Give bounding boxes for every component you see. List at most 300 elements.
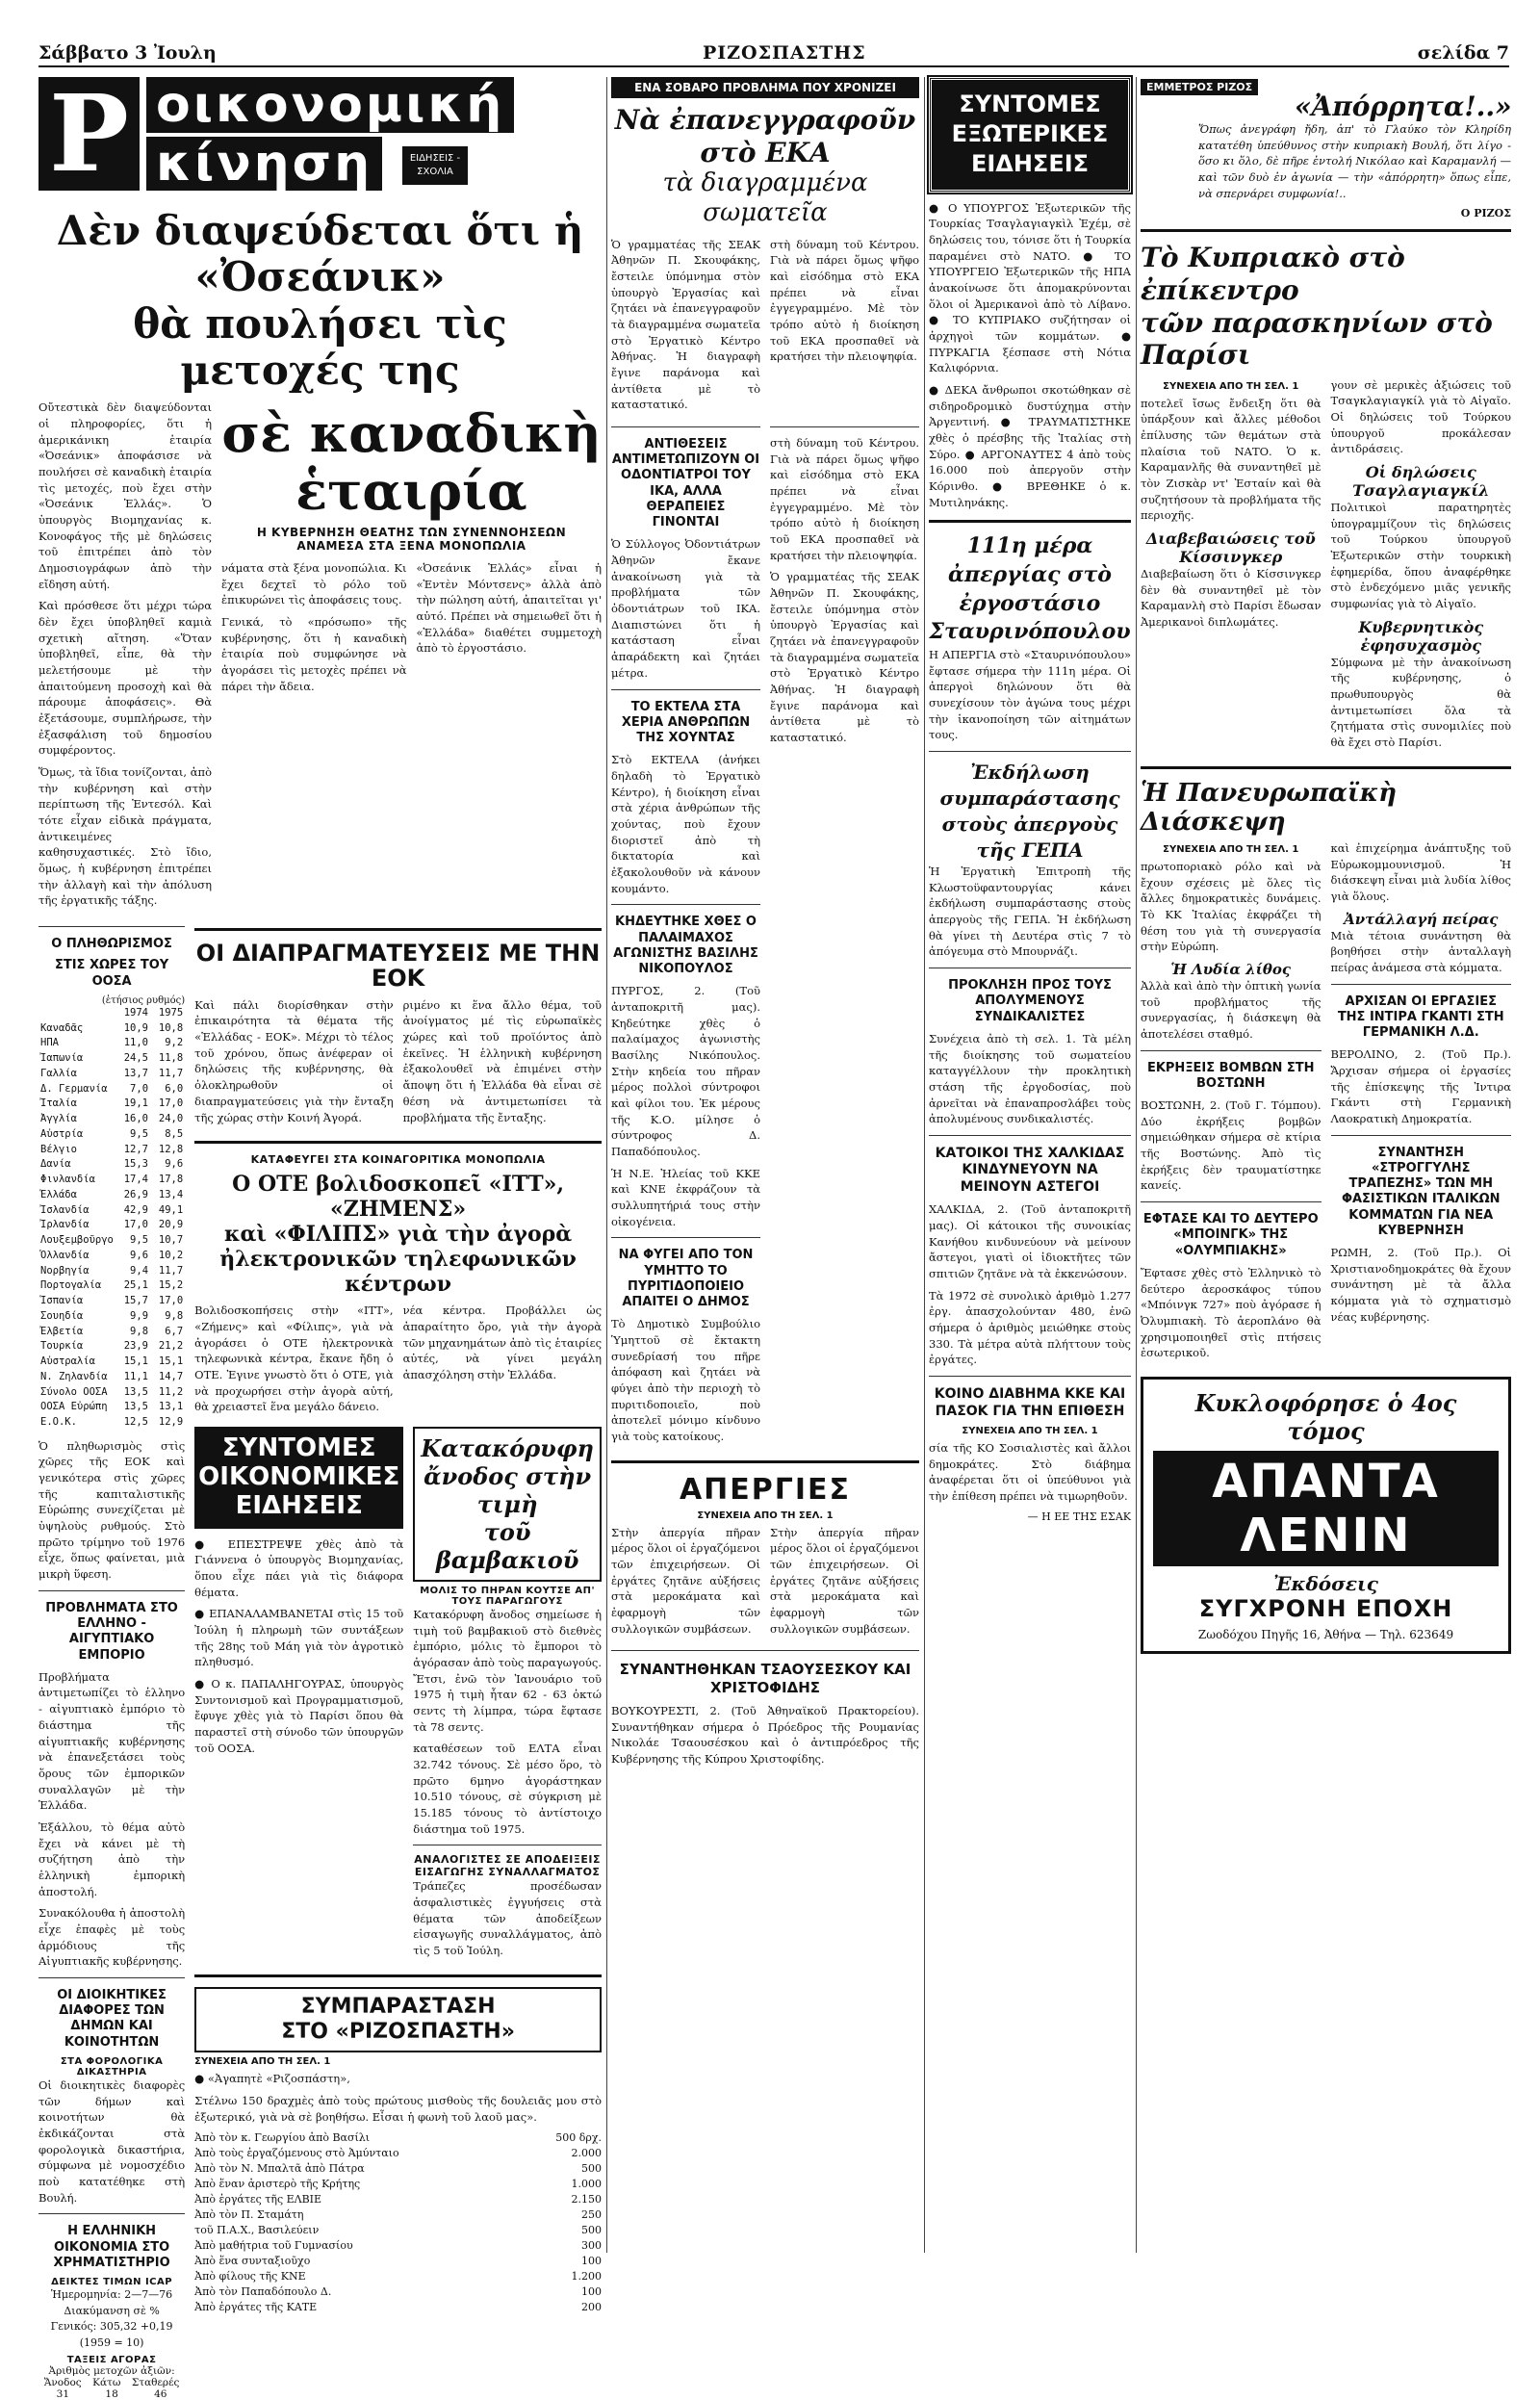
page-number: σελίδα 7 [1417,42,1509,64]
labor-paragraph: στὴ δύναμη τοῦ Κέντρου. Γιὰ νὰ πάρει ὅμως ψῆφο καὶ εἰσόδημα στὸ ΕΚΑ πρέπει νὰ εἶναι ἐγγεγραμμένο. Μὲ τὸν τρόπο αὐτὸ ἡ διοίκηση τοῦ ΕΚΑ προσπαθεῖ νὰ κρατήσει τὴν πλειοψηφία. [770,435,919,562]
stock-line: (1959 = 10) [79,2335,144,2349]
lead-paragraph: Γενικά, τὸ «πρόσωπο» τῆς κυβέρνησης, ὅτι ἡ καναδικὴ ἑταιρία ποὺ συμφώνησε νὰ ἀγοράσει τὶς μετοχὲς πρέπει νὰ πάρει τὴν ἄδεια. [221,614,407,693]
inflation-table [38,1006,185,1431]
foreign-brief: ● ΔΕΚΑ ἄνθρωποι σκοτώθηκαν σὲ σιδηροδρομικὸ δυστύχημα στὴν Ἀργεντινή. ● ΤΡΑΥΜΑΤΙΣΤΗΚΕ χθὲς ὁ πρέσβης τῆς Ἰταλίας στὴ Σύρο. ● ΑΡΓΟΝΑΥΤΕΣ 4 ἀπὸ τοὺς 16.000 ποὺ ἀπεργοῦν στὴν Κόρινθο. ● ΒΡΕΘΗΚΕ ὁ κ. Μυτιληνάκης. [929,382,1131,509]
paneuropean-paragraph: καὶ ἐπιχείρημα ἀνάπτυξης τοῦ Εὐρωκομμουνισμοῦ. Ἡ διάσκεψη εἶναι μιὰ λυδία λίθος γιὰ ὅλους. [1330,840,1511,903]
donor: Ἀπὸ τὸν κ. Γεωργίου ἀπὸ Βασίλι [194,2131,371,2145]
stock-subtitle-3: Ἀριθμὸς μετοχῶν ἀξιῶν: [48,2365,175,2378]
ad-headline: Κυκλοφόρησε ὁ 4ος τόμος [1194,1388,1457,1445]
country-name: Ν. Ζηλανδία [40,1370,108,1382]
donor: Ἀπὸ ἕναν ἀριστερὸ τῆς Κρήτης [194,2178,361,2191]
country-name: Ἰταλία [40,1097,77,1110]
inflation-1974: 17,0 [123,1219,149,1231]
inflation-1974: 25,1 [123,1279,149,1292]
foreign-briefs-heading: ΣΥΝΤΟΜΕΣ ΕΞΩΤΕΡΙΚΕΣ ΕΙΔΗΣΕΙΣ [929,77,1131,193]
ad-address: Ζωοδόχου Πηγῆς 16, Ἀθήνα — Τηλ. 623649 [1197,1627,1454,1641]
lead-paragraph: νάματα στὰ ξένα μονοπώλια. Κι ἔχει δεχτεῖ τὸ ρόλο τοῦ ἐπικυρώνει τὶς ἀποφάσεις τους. [221,560,407,607]
inflation-1975: 14,7 [158,1370,184,1382]
cotton-headline: ἄνοδος στὴν τιμὴ [424,1461,592,1518]
inflation-row [38,1249,185,1264]
donation-row [194,2269,602,2284]
donor: Ἀπὸ τὸν Π. Σταμάτη [194,2208,304,2222]
paneuropean-paragraph: πρωτοποριακὸ ρόλο καὶ νὰ ἔχουν σχέσεις μὲ ὅλες τὶς ἄλλες δημοκρατικὲς δυνάμεις. Τὸ ΚΚ Ἰταλίας ἐκφράζει τὴ θέση του γιὰ τὴ συνεργασία στὴν Εὐρώπη. [1141,859,1322,954]
cyprus-headline: Τὸ Κυπριακὸ στὸ ἐπίκεντρο [1141,242,1405,306]
inflation-1975: 49,1 [158,1203,184,1216]
olympic-headline: ΕΦΤΑΣΕ ΚΑΙ ΤΟ ΔΕΥΤΕΡΟ «ΜΠΟΙΝΓΚ» ΤΗΣ «ΟΛΥΜΠΙΑΚΗΣ» [1142,1212,1319,1258]
inflation-row [38,1067,185,1082]
inflation-1975: 6,7 [165,1325,184,1337]
labor-paragraph: Ὁ γραμματέας τῆς ΣΕΑΚ Ἀθηνῶν Π. Σκουφάκης, ἔστειλε ὑπόμνημα στὸν ὑπουργὸ Ἐργασίας καὶ ζητάει νὰ ἐπανεγγραφοῦν τὰ διαγραμμένα σωματεῖα στὸ Ἐργατικὸ Κέντρο Ἀθήνας. Ἡ διαγραφὴ ἔγινε παράνομα καὶ ἀντίθετα μὲ τὸ καταστατικό. [611,237,760,412]
support-paragraph: ● «Ἀγαπητὲ «Ριζοσπάστη», [194,2072,350,2086]
cotton-headline: τοῦ βαμβακιοῦ [435,1517,579,1574]
inflation-row [38,1325,185,1340]
ad-title: ΑΠΑΝΤΑ ΛΕΝΙΝ [1153,1451,1499,1566]
inflation-1975: 12,9 [158,1416,184,1429]
country-name: Σύνολο ΟΟΣΑ [40,1385,108,1398]
lenin-ad [1141,1377,1511,1654]
inflation-1975: 9,6 [165,1158,184,1171]
inflation-row [38,1127,185,1143]
lead-paragraph: Καὶ πρόσθεσε ὅτι μέχρι τώρα δὲν ἔχει ὑποβληθεῖ καμιὰ σχετικὴ αἴτηση. «Ὅταν ὑποβληθεῖ, εἶπε, θὰ τὴν μελετήσουμε μὲ τὴν ἀπαιτούμενη προσοχὴ καὶ θὰ πάρουμε ἀποφάσεις». Θὰ ἐξετάσουμε, συμπλήρωσε, τὴν ἐξασφάλιση τοῦ δημοσίου συμφέροντος. [38,599,212,758]
donation-amount: 500 [581,2162,602,2176]
ote-kicker: ΚΑΤΑΦΕΥΓΕΙ ΣΤΑ ΚΟΙΝΑΓΟΡΙΤΙΚΑ ΜΟΝΟΠΩΛΙΑ [250,1153,546,1167]
column-labor [611,77,919,1773]
donation-amount: 300 [581,2239,602,2252]
inflation-1975: 20,9 [158,1219,184,1231]
labor-kicker: ΕΝΑ ΣΟΒΑΡΟ ΠΡΟΒΛΗΜΑ ΠΟΥ ΧΡΟΝΙΖΕΙ [611,77,919,98]
inflation-row [38,1051,185,1067]
donor: Ἀπὸ ἕνα συνταξιοῦχο [194,2254,311,2267]
inflation-1975: 10,8 [158,1021,184,1034]
lead-headline-1: Δὲν διαψεύδεται ὅτι ἡ «Ὀσεάνικ» [56,207,584,301]
inflation-row [38,1112,185,1127]
continued-line: ΣΥΝΕΧΕΙΑ ΑΠΟ ΤΗ ΣΕΛ. 1 [1163,380,1299,392]
stock-value: 31 [56,2388,70,2400]
inflation-1975: 8,5 [165,1127,184,1140]
country-name: Δανία [40,1158,71,1171]
country-name: Νορβηγία [40,1264,90,1277]
column-economy [38,71,603,2400]
donation-row [194,2254,602,2269]
country-name: Φινλανδία [40,1174,95,1186]
stock-line: Ἡμερομηνία: 2—7—76 [50,2288,173,2302]
econ-briefs-heading: ΟΙΚΟΝΟΜΙΚΕΣ [198,1461,400,1491]
column-divider [924,77,925,2253]
ymittos-headline: ΝΑ ΦΥΓΕΙ ΑΠΟ ΤΟΝ ΥΜΗΤΤΟ ΤΟ ΠΥΡΙΤΙΔΟΠΟΙΕΙΟ ΑΠΑΙΤΕΙ Ο ΔΗΜΟΣ [618,1248,754,1310]
donor: Ἀπὸ ἐργάτες τῆς ΕΛΒΙΕ [194,2193,322,2206]
italy-paragraph: ΡΩΜΗ, 2. (Τοῦ Πρ.). Οἱ Χριστιανοδημοκράτες θὰ ἔχουν συνάντηση μὲ τὰ ἄλλα κόμματα γιὰ τὸ σχηματισμὸ νέας κυβέρνησης. [1330,1246,1511,1324]
country-name: Αὐστραλία [40,1355,95,1368]
inflation-1974: 9,6 [130,1249,149,1261]
logo-word-movement: κίνηση [146,137,382,191]
labor-headline-1: Νὰ ἐπανεγγραφοῦν στὸ ΕΚΑ [614,104,916,168]
year-header: 1974 [123,1006,149,1019]
inflation-1974: 13,5 [123,1401,149,1413]
cyprus-paragraph: γουν σὲ μερικὲς ἀξιώσεις τοῦ Τσαγκλαγιαγκίλ γιὰ τὸ Αἰγαῖο. Οἱ δηλώσεις τοῦ Τούρκου ὑπουργοῦ προκάλεσαν ἀντιδράσεις. [1330,377,1511,456]
ote-headline-3: ἠλεκτρονικῶν τηλεφωνικῶν κέντρων [219,1247,577,1298]
inflation-title: Ο ΠΛΗΘΩΡΙΣΜΟΣ [51,937,172,952]
inflation-1974: 9,5 [130,1234,149,1247]
donation-row [194,2130,602,2146]
continued-line: ΣΥΝΕΧΕΙΑ ΑΠΟ ΤΗ ΣΕΛ. 1 [697,1510,834,1521]
inflation-row [38,1188,185,1203]
donor: Ἀπὸ φίλους τῆς ΚΝΕ [194,2269,306,2283]
inflation-1974: 10,9 [123,1021,149,1034]
support-headline: ΣΤΟ «ΡΙΖΟΣΠΑΣΤΗ» [281,2020,515,2045]
municipal-title: ΟΙ ΔΙΟΙΚΗΤΙΚΕΣ ΔΙΑΦΟΡΕΣ ΤΩΝ ΔΗΜΩΝ ΚΑΙ ΚΟΙΝΟΤΗΤΩΝ [57,1987,167,2050]
column-foreign-briefs [929,77,1131,1523]
inflation-1975: 13,4 [158,1188,184,1200]
inflation-unit: (ἐτήσιος ρυθμός) [101,994,186,1006]
insure-head: ΑΝΑΛΟΓΙΣΤΕΣ ΣΕ ΑΠΟΔΕΙΞΕΙΣ ΕΙΣΑΓΩΓΗΣ ΣΥΝΑΛΛΑΓΜΑΤΟΣ [414,1853,601,1879]
inflation-1975: 10,7 [158,1234,184,1247]
inflation-1974: 19,1 [123,1097,149,1110]
country-name: Σουηδία [40,1309,84,1322]
inflation-row [38,1203,185,1219]
stavrin-paragraph: Η ΑΠΕΡΓΙΑ στὸ «Σταυρινόπουλου» ἔφτασε σήμερα τὴν 111η μέρα. Οἱ ἀπεργοὶ δηλώνουν ὅτι θὰ συνεχίσουν τὸν ἀγώνα τους μέχρι τὴν ἱκανοποίηση τῶν αἰτημάτων τους. [929,648,1131,742]
continued-line: ΣΥΝΕΧΕΙΑ ΑΠΟ ΤΗ ΣΕΛ. 1 [1163,843,1299,855]
declarations-paragraph: Πολιτικοὶ παρατηρητὲς ὑπογραμμίζουν τὶς δηλώσεις τοῦ Τούρκου ὑπουργοῦ Ἐξωτερικῶν στὴν τουρκικὴ ἐφημερίδα, ὅπου ἀναφέρθηκε στὸ ἐνδεχόμενο μιᾶς γενικῆς συμφωνίας γιὰ τὸ Αἰγαῖο. [1330,501,1511,611]
donation-amount: 500 δρχ. [555,2131,602,2145]
lead-paragraph: «Ὀσεάνικ Ἑλλάς» εἶναι ἡ «Ἑντὲν Μόντσενς» ἀλλὰ ἀπὸ τὴν πώληση αὐτή, ἀπαιτεῖται γι' αὐτό. Πρέπει νὰ σημειωθεῖ ὅτι ἡ «Ἑλλάδα» διαθέτει συμμετοχὴ ἀπὸ τὸ ἐργοστάσιο. [416,560,602,656]
donation-row [194,2192,602,2207]
donation-amount: 2.000 [571,2147,602,2160]
joint-demarche-signature: — Η ΕΕ ΤΗΣ ΕΣΑΚ [1027,1510,1131,1523]
italy-headline: ΣΥΝΑΝΤΗΣΗ «ΣΤΡΟΓΓΥΛΗΣ ΤΡΑΠΕΖΗΣ» ΤΩΝ ΜΗ ΦΑΣΙΣΤΙΚΩΝ ΙΤΑΛΙΚΩΝ ΚΟΜΜΑΤΩΝ ΓΙΑ ΝΕΑ ΚΥΒΕΡΝΗΣΗ [1341,1145,1501,1238]
stock-subtitle: ΔΕΙΚΤΕΣ ΤΙΜΩΝ ICAP [51,2277,173,2288]
cotton-headline: Κατακόρυφη [421,1433,594,1462]
econ-brief: ● ΕΠΕΣΤΡΕΨΕ χθὲς ἀπὸ τὰ Γιάννενα ὁ ὑπουργὸς Βιομηχανίας, ὅπου εἶχε πάει γιὰ τὶς διάφορα θέματα. [194,1536,404,1599]
inflation-1975: 17,8 [158,1174,184,1186]
funeral-paragraph: Ἡ Ν.Ε. Ἠλείας τοῦ ΚΚΕ καὶ ΚΝΕ ἐκφράζουν τὰ συλλυπητήριά τους στὴν οἰκογένεια. [611,1166,760,1228]
bombs-headline: ΕΚΡΗΞΕΙΣ ΒΟΜΒΩΝ ΣΤΗ ΒΟΣΤΩΝΗ [1146,1060,1315,1091]
inflation-subtitle: ΣΤΙΣ ΧΩΡΕΣ ΤΟΥ ΟΟΣΑ [54,958,169,989]
inflation-1975: 9,8 [165,1309,184,1322]
union-paragraph: Συνέχεια ἀπὸ τὴ σελ. 1. Τὰ μέλη τῆς διοίκησης τοῦ σωματείου καταγγέλλουν τὴν προκλητικὴ στάση τῆς ἐργοδοσίας, ποὺ ἀρνεῖται νὰ ἐπαναπροσλάβει τοὺς ἀπολυμένους συνδικαλιστές. [929,1031,1131,1126]
inflation-row [38,1157,185,1173]
donation-amount: 200 [581,2300,602,2313]
country-name: Ἰρλανδία [40,1219,90,1231]
stock-title: Η ΕΛΛΗΝΙΚΗ ΟΙΚΟΝΟΜΙΑ ΣΤΟ ΧΡΗΜΑΤΙΣΤΗΡΙΟ [53,2224,170,2270]
cyprus-headline: τῶν παρασκηνίων στὸ Παρίσι [1141,306,1493,372]
section-logo [38,71,602,198]
ektela-headline: ΤΟ ΕΚΤΕΛΑ ΣΤΑ ΧΕΡΙΑ ΑΝΘΡΩΠΩΝ ΤΗΣ ΧΟΥΝΤΑΣ [621,699,751,745]
donation-amount: 500 [581,2224,602,2237]
verse-column-tag: ΕΜΜΕΤΡΟΣ ΡΙΖΟΣ [1141,79,1258,95]
donation-amount: 250 [581,2208,602,2222]
meeting-headline: ΣΥΝΑΝΤΗΘΗΚΑΝ ΤΣΑΟΥΣΕΣΚΟΥ ΚΑΙ ΧΡΙΣΤΟΦΙΔΗΣ [619,1661,911,1697]
kissinger-headline: Διαβεβαιώσεις τοῦ Κίσσινγκερ [1145,529,1316,567]
country-name: Βέλγιο [40,1143,77,1155]
verse-signature: Ο ΡΙΖΟΣ [1460,207,1511,220]
funeral-paragraph: ΠΥΡΓΟΣ, 2. (Τοῦ ἀνταποκριτῆ μας). Κηδεύτηκε χθὲς ὁ παλαίμαχος ἀγωνιστὴς Βασίλης Νικόπουλος. Στὴν κηδεία του πῆραν μέρος πολλοὶ σύντροφοι καὶ φίλοι του. Ἐκ μέρους τῆς Κ.Ο. μίλησε ὁ σύντροφος Δ. Παπαδόπουλος. [611,984,760,1159]
donation-amount: 1.000 [571,2178,602,2191]
donor: Ἀπὸ τοὺς ἐργαζόμενους στὸ Ἀμύνταιο [194,2147,399,2160]
inflation-1975: 12,8 [158,1143,184,1155]
inflation-1974: 9,8 [130,1325,149,1337]
government-headline: Κυβερνητικὸς ἐφησυχασμὸς [1358,617,1484,655]
donation-row [194,2177,602,2192]
inflation-1975: 11,7 [158,1067,184,1079]
inflation-1975: 17,0 [158,1295,184,1307]
inflation-row [38,1173,185,1188]
donation-row [194,2300,602,2315]
union-headline: ΠΡΟΚΛΗΣΗ ΠΡΟΣ ΤΟΥΣ ΑΠΟΛΥΜΕΝΟΥΣ ΣΥΝΔΙΚΑΛΙΣΤΕΣ [948,978,1112,1024]
solidarity-headline: Ἐκδήλωση συμπαράστασης στοὺς ἀπεργοὺς τῆς ΓΕΠΑ [939,761,1120,863]
inflation-row [38,1264,185,1279]
country-name: Πορτογαλία [40,1279,102,1292]
inflation-1974: 16,0 [123,1113,149,1125]
olympic-paragraph: Ἔφτασε χθὲς στὸ Ἑλληνικὸ τὸ δεύτερο ἀεροσκάφος τύπου «Μπόινγκ 727» ποὺ ἀγόρασε ἡ Ὀλυμπιακὴ. Τὸ ἀεροπλάνο θὰ χρησιμοποιηθεῖ στὶς πτήσεις ἐσωτερικοῦ. [1141,1265,1322,1360]
lead-kicker: ΑΝΑΜΕΣΑ ΣΤΑ ΞΕΝΑ ΜΟΝΟΠΩΛΙΑ [296,538,526,553]
inflation-row [38,1339,185,1355]
country-name: Ἰσλανδία [40,1203,90,1216]
labor-headline-2: τὰ διαγραμμένα σωματεῖα [662,168,868,228]
inflation-1974: 11,1 [123,1370,149,1382]
paneuropean-headline: Ἡ Πανευρωπαϊκὴ Διάσκεψη [1141,778,1398,837]
stock-value: 46 [154,2388,167,2400]
donation-amount: 2.150 [571,2193,602,2206]
inflation-row [38,1021,185,1037]
cyprus-paragraph: ποτελεῖ ἴσως ἔνδειξη ὅτι θὰ ὑπάρξουν καὶ ἄλλες μέθοδοι ἐπίλυσης τῶν θεμάτων στὰ πλαίσια τοῦ ΝΑΤΟ. Ὁ κ. Καραμανλῆς θὰ συναντηθεῖ μὲ τὸν Ζισκὰρ ντ' Ἐσταίν καὶ θὰ συζητήσουν τὰ προβλήματα τῆς περιοχῆς. [1141,396,1322,523]
declarations-headline: Οἱ δηλώσεις Τσαγλαγιαγκίλ [1352,463,1490,501]
eok-paragraph: Καὶ πάλι διορίσθηκαν στὴν ἐπικαιρότητα τὰ θέματα τῆς «Ἑλλάδας - ΕΟΚ». Μέχρι τὸ τέλος τοῦ χρόνου, ὅπως ἀνέφεραν οἱ δηλώσεις τῆς κυβέρνησης, θὰ ὁλοκληρωθοῦν οἱ διαπραγματεύσεις γιὰ τὴν ἔνταξη τῆς χώρας στὴν Κοινή Ἀγορά. [194,997,394,1124]
municipal-subtitle: ΣΤΑ ΦΟΡΟΛΟΓΙΚΑ ΔΙΚΑΣΤΗΡΙΑ [60,2055,164,2077]
inflation-1974: 11,0 [123,1037,149,1049]
donation-row [194,2161,602,2177]
donor: Ἀπὸ τὸν Ν. Μπαλτᾶ ἀπὸ Πάτρα [194,2162,365,2176]
inflation-1975: 15,1 [158,1355,184,1368]
issue-date: Σάββατο 3 Ἰουλη [38,42,217,64]
lead-headline-2: θὰ πουλήσει τὶς μετοχές της [133,299,507,394]
stock-line: Γενικός: 305,32 +0,19 [50,2320,173,2334]
inflation-1974: 12,5 [123,1416,149,1429]
inflation-1975: 11,7 [158,1264,184,1277]
country-name: Γαλλία [40,1067,77,1079]
donation-amount: 100 [581,2284,602,2298]
meeting-paragraph: ΒΟΥΚΟΥΡΕΣΤΙ, 2. (Τοῦ Ἀθηναϊκοῦ Πρακτορείου). Συναντήθηκαν σήμερα ὁ Πρόεδρος τῆς Ρουμανίας Νικολάε Τσαουσέσκου καὶ ὁ ἀντιπρόεδρος τῆς Κυβέρνησης τῆς Κύπρου Χριστοφίδης. [611,1703,919,1766]
gandhi-headline: ΑΡΧΙΣΑΝ ΟΙ ΕΡΓΑΣΙΕΣ ΤΗΣ ΙΝΤΙΡΑ ΓΚΑΝΤΙ ΣΤΗ ΓΕΡΜΑΝΙΚΗ Λ.Δ. [1337,994,1504,1041]
country-name: Καναδᾶς [40,1021,84,1034]
ad-publisher-label: Ἐκδόσεις [1273,1571,1378,1595]
inflation-row [38,1278,185,1294]
touchstone-paragraph: Ἀλλὰ καὶ ἀπὸ τὴν ὀπτικὴ γωνία τοῦ προβλήματος τῆς συνεργασίας, ἡ διάσκεψη θὰ ἀποτελέσει σταθμό. [1141,978,1322,1041]
logo-letter: P [38,77,140,191]
column-divider [606,77,607,2253]
inflation-1974: 23,9 [123,1340,149,1353]
donation-row [194,2284,602,2300]
continued-line: ΣΥΝΕΧΕΙΑ ΑΠΟ ΤΗ ΣΕΛ. 1 [962,1426,1098,1437]
inflation-1974: 15,7 [123,1295,149,1307]
exchange-paragraph: Μιὰ τέτοια συνάντηση θὰ βοηθήσει στὴν ἀνταλλαγὴ πείρας ἀνάμεσα στὰ κόμματα. [1330,928,1511,974]
egypt-paragraph: Συνακόλουθα ἡ ἀποστολὴ εἶχε ἐπαφὲς μὲ τοὺς ἁρμόδιους τῆς Αἰγυπτιακῆς κυβέρνησης. [38,1906,186,1969]
inflation-row [38,1082,185,1097]
inflation-row [38,1355,185,1370]
verse-body: Ὅπως ἀνεγράφη ἤδη, ἀπ' τὸ Γλαύκο τὸν Κληρίδη κατατέθη ὑπεύθυνος στὴν κυπριακὴ Βουλή, ὅτι λίγο - ὅσο κι ὅλο, δὲ πῆρε ἐντολή Νικόλαο καὶ Καραμανλή — καὶ τῶν δυὸ ἐν ἀγωνία — τὴν «ἀπόρρητη» ὅπως εἶπε, νὰ σπερνάρει συμφωνία!.. [1198,122,1511,200]
inflation-1974: 9,5 [130,1127,149,1140]
country-name: ΟΟΣΑ Εὐρώπη [40,1401,108,1413]
inflation-1974: 13,5 [123,1385,149,1398]
inflation-1975: 11,2 [158,1385,184,1398]
ad-publisher: ΣΥΓΧΡΟΝΗ ΕΠΟΧΗ [1198,1594,1453,1622]
country-name: Ἐλβετία [40,1325,84,1337]
column-divider [1136,77,1137,2253]
inflation-1974: 9,4 [130,1264,149,1277]
inflation-row [38,1385,185,1401]
inflation-row [38,1370,185,1385]
country-name: Δ. Γερμανία [40,1082,108,1095]
chalkida-paragraph: Τὰ 1972 σὲ συνολικὸ ἀριθμὸ 1.277 ἐργ. ἀπασχολούνταν 480, ἐνῶ σήμερα ὁ ἀριθμὸς μειώθηκε στοὺς 330. Τὰ μέτρα αὐτὰ πλήττουν τοὺς ἐργάτες. [929,1288,1131,1367]
continued-line: ΣΥΝΕΧΕΙΑ ΑΠΟ ΤΗ ΣΕΛ. 1 [194,2056,331,2068]
donation-amount: 100 [581,2254,602,2267]
chalkida-paragraph: ΧΑΛΚΙΔΑ, 2. (Τοῦ ἀνταποκριτῆ μας). Οἱ κάτοικοι τῆς συνοικίας Κανήθου κινδυνεύουν νὰ μείνουν ἄστεγοι, γιατὶ οἱ ἰδιοκτῆτες τῶν σπιτιῶν ζητᾶνε νὰ τὰ ἐκκενώσουν. [929,1202,1131,1281]
chalkida-headline: ΚΑΤΟΙΚΟΙ ΤΗΣ ΧΑΛΚΙΔΑΣ ΚΙΝΔΥΝΕΥΟΥΝ ΝΑ ΜΕΙΝΟΥΝ ΑΣΤΕΓΟΙ [935,1145,1125,1195]
inflation-1974: 17,4 [123,1174,149,1186]
inflation-1975: 24,0 [158,1113,184,1125]
econ-brief: ● ΕΠΑΝΑΛΑΜΒΑΝΕΤΑΙ στὶς 15 τοῦ Ἰούλη ἡ πληρωμὴ τῶν συντάξεων τῆς 28ης τοῦ Μάη γιὰ τὸν ἀγροτικὸ πληθυσμό. [194,1607,404,1669]
egypt-paragraph: Ἐξάλλου, τὸ θέμα αὐτὸ ἔχει νὰ κάνει μὲ τὴ συζήτηση ἀπὸ τὴν ἑλληνικὴ ἐμπορικὴ ἀποστολή. [38,1819,186,1898]
inflation-row [38,1233,185,1249]
stock-col-label: Σταθερές [131,2377,180,2389]
joint-demarche-headline: ΚΟΙΝΟ ΔΙΑΒΗΜΑ ΚΚΕ ΚΑΙ ΠΑΣΟΚ ΓΙΑ ΤΗΝ ΕΠΙΘΕΣΗ [934,1386,1126,1419]
econ-brief: καταθέσεων τοῦ ΕΛΤΑ εἶναι 32.742 τόνους. Σὲ μέσο ὅρο, τὸ πρῶτο 6μηνο ἀγοράστηκαν 10.510 τόνους, σὲ σύγκριση μὲ 15.185 τόνους τὸ ἀντίστοιχο διάστημα τοῦ 1975. [413,1742,602,1836]
insure-paragraph: Τράπεζες προσέδωσαν ἀσφαλιστικὲς ἐγγυήσεις στὰ θέματα τῶν ἀποδείξεων εἰσαγωγῆς συναλλάγματος, ἀπὸ τὶς 5 τοῦ Ἰούλη. [413,1879,602,1957]
stock-subtitle-2: ΤΑΞΕΙΣ ΑΓΟΡΑΣ [66,2355,157,2366]
econ-briefs-heading: ΕΙΔΗΣΕΙΣ [235,1490,363,1520]
donation-row [194,2146,602,2161]
stock-value: 18 [105,2388,118,2400]
donation-row [194,2238,602,2254]
support-paragraph: Στέλνω 150 δραχμὲς ἀπὸ τοὺς πρώτους μισθοὺς τῆς δουλειᾶς μου στὸ ἐξωτερικό, γιὰ νὰ σὲ βοηθήσω. Εἶσαι ἡ φωνὴ τοῦ λαοῦ μας». [194,2094,602,2124]
inflation-1975: 10,2 [158,1249,184,1261]
country-name: ΗΠΑ [40,1037,59,1049]
lead-paragraph: Ὅμως, τὰ ἴδια τονίζονται, ἀπὸ τὴν κυβέρνηση καὶ στὴν περίπτωση τῆς Ἑντεσόλ. Καὶ τότε εἶχαν εἰδικὰ πράγματα, ἀντικειμένες καθησυχαστικές. Στὸ ἴδιο, ὅμως, ἡ κυβέρνηση ἐπιτρέπει τὴν ἀλλαγὴ καὶ τὴν ἀπόλυση τῆς ἐργατικῆς τάξης. [38,764,212,908]
egypt-title: ΠΡΟΒΛΗΜΑΤΑ ΣΤΟ ΕΛΛΗΝΟ - ΑΙΓΥΠΤΙΑΚΟ ΕΜΠΟΡΙΟ [45,1600,178,1663]
exchange-headline: Ἀντάλλαγή πείρας [1344,910,1499,928]
inflation-1975: 13,1 [158,1401,184,1413]
inflation-1975: 21,2 [158,1340,184,1353]
strikes-headline: ΑΠΕΡΓΙΕΣ [679,1472,852,1507]
eok-headline: ΟΙ ΔΙΑΠΡΑΓΜΑΤΕΥΣΕΙΣ ΜΕ ΤΗΝ ΕΟΚ [195,940,601,993]
labor-paragraph: στὴ δύναμη τοῦ Κέντρου. Γιὰ νὰ πάρει ὅμως ψῆφο καὶ εἰσόδημα στὸ ΕΚΑ πρέπει νὰ εἶναι ἐγγεγραμμένο. Μὲ τὸν τρόπο αὐτὸ ἡ διοίκηση τοῦ ΕΚΑ προσπαθεῖ νὰ κρατήσει τὴν πλειοψηφία. [770,237,919,364]
bombs-paragraph: ΒΟΣΤΩΝΗ, 2. (Τοῦ Γ. Τόμπου). Δύο ἐκρήξεις βομβῶν σημειώθηκαν σήμερα σὲ κτίρια τῆς Βοστώνης. Ἀπὸ τὶς ἐκρήξεις δὲν τραυματίστηκε κανείς. [1141,1098,1322,1193]
lead-kicker: Η ΚΥΒΕΡΝΗΣΗ ΘΕΑΤΗΣ ΤΩΝ ΣΥΝΕΝΝΟΗΣΕΩΝ [256,525,567,539]
lead-headline-3: σὲ καναδικὴ ἑταιρία [221,402,602,522]
country-name: Ἰαπωνία [40,1052,84,1065]
inflation-1974: 13,7 [123,1067,149,1079]
inflation-1974: 9,9 [130,1309,149,1322]
country-name: Ἑλλάδα [40,1188,77,1200]
donation-amount: 1.200 [571,2269,602,2283]
donation-row [194,2207,602,2223]
stock-col-label: Κάτω [92,2377,121,2389]
inflation-row [38,1309,185,1325]
country-name: Τουρκία [40,1340,84,1353]
inflation-1975: 9,2 [165,1037,184,1049]
donor: Ἀπὸ τὸν Παπαδόπουλο Δ. [194,2284,332,2298]
year-header: 1975 [158,1006,184,1019]
touchstone-headline: Ἡ Λυδία λίθος [1170,960,1292,978]
solidarity-paragraph: Ἡ Ἐργατικὴ Ἐπιτροπὴ τῆς Κλωστοϋφαντουργίας κάνει ἐκδήλωση συμπαράστασης στοὺς ἀπεργοὺς τῆς ΓΕΠΑ. Ἡ ἐκδήλωση θὰ γίνει τὴ Δευτέρα στὶς 7 τὸ ἀπόγευμα στὸ Μπουρνάζι. [929,865,1131,959]
dentists-headline: ΑΝΤΙΘΕΣΕΙΣ ΑΝΤΙΜΕΤΩΠΙΖΟΥΝ ΟΙ ΟΔΟΝΤΙΑΤΡΟΙ ΤΟΥ ΙΚΑ, ΑΛΛΑ ΘΕΡΑΠΕΙΕΣ ΓΙΝΟΝΤΑΙ [611,436,760,530]
ote-paragraph: Βολιδοσκοπήσεις στὴν «ΙΤΤ», «Ζήμενς» καὶ «Φίλιπς», γιὰ νὰ ἀγοράσει ὁ ΟΤΕ ἠλεκτρονικὰ τηλεφωνικὰ κέντρα, ἔκανε ἤδη ὁ ΟΤΕ. Ἐγινε γνωστὸ ὅτι ὁ ΟΤΕ, γιὰ νὰ προχωρήσει στὴν ἀγορὰ αὐτή, θὰ χρειαστεῖ ἕνα μεγάλο δάνειο. [194,1303,394,1414]
country-name: Ὁλλανδία [40,1249,90,1261]
inflation-row [38,1036,185,1051]
ektela-paragraph: Στὸ ΕΚΤΕΛΑ (ἀνήκει δηλαδὴ τὸ Ἐργατικὸ Κέντρο), ἡ διοίκηση εἶναι στὰ χέρια ἀνθρώπων τῆς χούντας, ποὺ ἔχουν διοριστεῖ ἀπὸ τὴ δικτατορία καὶ ἐξακολουθοῦν νὰ κάνουν κουμάντο. [611,753,760,895]
ote-headline-2: καὶ «ΦΙΛΙΠΣ» γιὰ τὴν ἀγορὰ [223,1222,573,1248]
joint-demarche-paragraph: σία τῆς ΚΟ Σοσιαλιστὲς καὶ ἄλλοι δημοκράτες. Στὸ διάβημα ἀναφέρεται ὅτι οἱ ὑπεύθυνοι γιὰ τὴν ἐπίθεση πρέπει νὰ τιμωρηθοῦν. [929,1441,1131,1504]
foreign-brief: ● Ο ΥΠΟΥΡΓΟΣ Ἐξωτερικῶν τῆς Τουρκίας Τσαγλαγιαγκὶλ Ἐχέμ, σὲ δηλώσεις του, τόνισε ὅτι ἡ Τουρκία παραμένει στὸ ΝΑΤΟ. ● ΤΟ ΥΠΟΥΡΓΕΙΟ Ἐξωτερικῶν τῆς ΗΠΑ ἀνακοίνωσε ὅτι ἀπομακρύνονται ὅλοι οἱ Ἀμερικανοὶ ἀπὸ τὸ Λίβανο. ● ΤΟ ΚΥΠΡΙΑΚΟ συζήτησαν οἱ ἀρχηγοὶ τῶν κομμάτων. ● ΠΥΡΚΑΓΙΑ ξέσπασε στὴ Νότια Καλιφόρνια. [929,200,1131,375]
inflation-1974: 42,9 [123,1203,149,1216]
donor: τοῦ Π.Α.Χ., Βασιλεύειν [194,2224,320,2237]
eok-paragraph: ριμένο κι ἕνα ἄλλο θέμα, τοῦ ἀνοίγματος μέ τὶς εὐρωπαϊκὲς χώρες καὶ τοῦ προϊόντος ἀπὸ ἐκεῖνες. Ἡ ἑλληνικὴ κυβέρνηση ἐξακολουθεῖ νὰ ἐπιμένει στὴν ἄποψη ὅτι ἡ Ἑλλάδα θὰ εἶναι σὲ θέση νὰ ἀντιμετωπίσει τὰ προβλήματα τῆς ἔνταξης. [402,997,603,1124]
inflation-1974: 24,5 [123,1052,149,1065]
funeral-headline: ΚΗΔΕΥΤΗΚΕ ΧΘΕΣ Ο ΠΑΛΑΙΜΑΧΟΣ ΑΓΩΝΙΣΤΗΣ ΒΑΣΙΛΗΣ ΝΙΚΟΠΟΥΛΟΣ [613,915,758,977]
inflation-1974: 15,1 [123,1355,149,1368]
inflation-row [38,1143,185,1158]
inflation-row [38,1400,185,1415]
country-name: Ἱσπανία [40,1295,84,1307]
country-name: Αὐστρία [40,1127,84,1140]
inflation-1974: 26,9 [123,1188,149,1200]
paper-name: ΡΙΖΟΣΠΑΣΤΗΣ [703,42,866,64]
strikes-paragraph: Στὴν ἀπεργία πῆραν μέρος ὅλοι οἱ ἐργαζόμενοι τῶν ἐπιχειρήσεων. Οἱ ἐργάτες ζητᾶνε αὐξήσεις στὰ μεροκάματα καὶ ἐφαρμογὴ τῶν συλλογικῶν συμβάσεων. [770,1525,919,1636]
gandhi-paragraph: ΒΕΡΟΛΙΝΟ, 2. (Τοῦ Πρ.). Ἄρχισαν σήμερα οἱ ἐργασίες τῆς ἐπίσκεψης τῆς Ἰντιρα Γκάντι στὴ Γερμανικὴ Λαοκρατικὴ Δημοκρατία. [1330,1047,1511,1125]
inflation-1975: 17,0 [158,1097,184,1110]
municipal-paragraph: Οἱ διοικητικὲς διαφορὲς τῶν δήμων καὶ κοινοτήτων θὰ ἐκδικάζονται στὰ φορολογικὰ δικαστήρια, σύμφωνα μὲ νομοσχέδιο ποὺ κατατέθηκε στὴ Βουλή. [38,2077,186,2205]
stavrin-headline: 111η μέρα ἀπεργίας στὸ ἐργοστάσιο Σταυρινόπουλου [929,533,1131,645]
inflation-row [38,1218,185,1233]
donor: Ἀπὸ ἐργάτες τῆς ΚΑΤΕ [194,2300,318,2313]
stock-line: Διακύμανση σὲ % [64,2304,160,2317]
inflation-1974: 12,7 [123,1143,149,1155]
donation-row [194,2223,602,2238]
country-name: Ε.Ο.Κ. [40,1416,77,1429]
inflation-row [38,1294,185,1309]
masthead [38,42,1509,65]
stock-col-label: Ἄνοδος [43,2377,82,2389]
ymittos-paragraph: Τὸ Δημοτικὸ Συμβούλιο Ὑμηττοῦ σὲ ἔκτακτη συνεδρίασή του πῆρε ἀπόφαση καὶ ζητάει νὰ φύγει ἀπὸ τὴν περιοχὴ τὸ πυριτιδοποιεῖο, ποὺ ἀποτελεῖ μόνιμο κίνδυνο γιὰ τοὺς κατοίκους. [611,1317,760,1444]
country-name: Ἀγγλία [40,1113,77,1125]
econ-briefs-heading: ΣΥΝΤΟΜΕΣ [221,1432,376,1462]
inflation-1974: 7,0 [130,1082,149,1095]
egypt-paragraph: Προβλήματα ἀντιμετωπίζει τὸ ἑλληνο - αἰγυπτιακὸ ἐμπόριο τὸ διάστημα τῆς αἰγυπτιακῆς κυβέρνησης νὰ ἐπανεξετάσει τοὺς ὅρους τῶν ἐμπορικῶν συναλλαγῶν μὲ τὴν Ἑλλάδα. [38,1669,186,1813]
inflation-1975: 11,8 [158,1052,184,1065]
verse-title: «Ἀπόρρητα!..» [1295,90,1512,122]
logo-tag: ΕΙΔΗΣΕΙΣ - ΣΧΟΛΙΑ [402,146,468,185]
support-headline: ΣΥΜΠΑΡΑΣΤΑΣΗ [300,1994,496,2019]
econ-brief: ● Ο κ. ΠΑΠΑΛΗΓΟΥΡΑΣ, ὑπουργὸς Συντονισμοῦ καὶ Προγραμματισμοῦ, ἔφυγε χθὲς γιὰ τὸ Παρίσι ὅπου θὰ παραστεῖ στὴ σύνοδο τῶν ὑπουργῶν τοῦ ΟΟΣΑ. [194,1676,404,1755]
inflation-1974: 15,3 [123,1158,149,1171]
kissinger-paragraph: Διαβεβαίωση ὅτι ὁ Κίσσινγκερ δὲν θὰ συναντηθεῖ μὲ τὸν Καραμανλὴ στὸ Παρίσι ἔδωσαν Ἀμερικανοὶ διπλωμάτες. [1141,567,1322,630]
masthead-rule [38,65,1509,67]
cotton-paragraph: Κατακόρυφη ἄνοδος σημείωσε ἡ τιμὴ τοῦ βαμβακιοῦ στὸ διεθνὲς ἐμπόριο, μόλις τὸ ἔμποροι τὸ ἀγόρασαν ἀπὸ τοὺς παραγωγούς. Ἔτσι, ἐνῶ τὸν Ἰανουάριο τοῦ 1975 ἡ τιμὴ ἦταν 62 - 63 ὀκτώ σεντς τὴ λίμπρα, τώρα ἔφτασε τὰ 78 σεντς. [413,1607,602,1734]
lead-paragraph: Οὔτεστικὰ δὲν διαψεύδονται οἱ πληροφορίες, ὅτι ἡ ἀμερικάνικη ἑταιρία «Ὀσεάνικ» ἀποφάσισε νὰ πουλήσει σὲ καναδικὴ ἑταιρία τὶς μετοχές, ποὺ ἔχει στὴν «Ὀσεάνικ Ἑλλάς». Ὁ ὑπουργὸς Βιομηχανίας κ. Κονοφάγος τῆς μὲ δηλώσεις τοῦ ἐπιτρέπει ἀπὸ τὸν Δημοσιογράφων ἀπὸ τὴν εἴδηση αὐτή. [38,400,212,591]
inflation-1975: 6,0 [165,1082,184,1095]
country-name: Λουξεμβοῦργο [40,1234,114,1247]
strikes-paragraph: Στὴν ἀπεργία πῆραν μέρος ὅλοι οἱ ἐργαζόμενοι τῶν ἐπιχειρήσεων. Οἱ ἐργάτες ζητᾶνε αὐξήσεις στὰ μεροκάματα καὶ ἐφαρμογὴ τῶν συλλογικῶν συμβάσεων. [611,1525,760,1636]
inflation-row [38,1415,185,1431]
inflation-note: Ὁ πληθωρισμὸς στὶς χῶρες τῆς ΕΟΚ καὶ γενικότερα στὶς χῶρες τῆς καπιταλιστικῆς Εὐρώπης συνεχίζεται μὲ ὑψηλοὺς ρυθμούς. Στὸ πρῶτο τρίμηνο τοῦ 1976 εἶχε, ὅπως φαίνεται, μιὰ μικρὴ ὕφεση. [38,1438,186,1582]
inflation-1975: 15,2 [158,1279,184,1292]
labor-paragraph: Ὁ γραμματέας τῆς ΣΕΑΚ Ἀθηνῶν Π. Σκουφάκης, ἔστειλε ὑπόμνημα στὸν ὑπουργὸ Ἐργασίας καὶ ζητάει νὰ ἐπανεγγραφοῦν τὰ διαγραμμένα σωματεῖα στὸ Ἐργατικὸ Κέντρο Ἀθήνας. Ἡ διαγραφὴ ἔγινε παράνομα καὶ ἀντίθετα μὲ τὸ καταστατικό. [770,570,919,745]
inflation-row [38,1097,185,1112]
donor: Ἀπὸ μαθήτρια τοῦ Γυμνασίου [194,2239,353,2252]
ote-headline-1: Ο ΟΤΕ βολιδοσκοπεῖ «ΙΤΤ», «ΖΗΜΕΝΣ» [232,1172,565,1223]
cotton-kicker: ΜΟΛΙΣ ΤΟ ΠΗΡΑΝ ΚΟΥΤΣΕ ΑΠ' ΤΟΥΣ ΠΑΡΑΓΩΓΟΥΣ [420,1585,596,1607]
dentists-paragraph: Ὁ Σύλλογος Ὀδοντιάτρων Ἀθηνῶν ἔκανε ἀνακοίνωση γιὰ τὰ προβλήματα τῶν ὀδοντιάτρων τοῦ ΙΚΑ. Διαπιστώνει ὅτι ἡ κατάσταση εἶναι ἀπαράδεκτη καὶ ζητάει μέτρα. [611,537,760,680]
government-paragraph: Σύμφωνα μὲ τὴν ἀνακοίνωση τῆς κυβέρνησης, ὁ πρωθυπουργὸς θὰ ἀντιμετωπίσει ὅλα τὰ ζητήματα στὶς συνομιλίες ποὺ θὰ ἔχει στὸ Παρίσι. [1330,655,1511,750]
